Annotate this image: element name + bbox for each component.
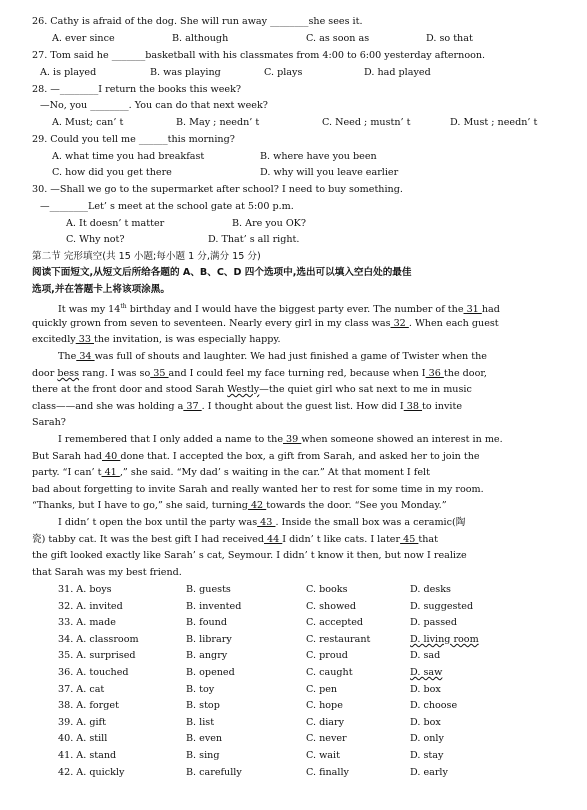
- option-37-c: C. pen: [306, 683, 338, 695]
- q30-option-c: C. Why not?: [66, 234, 125, 245]
- option-35-d: D. sad: [410, 650, 441, 662]
- blank-38: 38: [403, 401, 423, 412]
- passage-line-14: I didn’ t open the box until the party was 43 . Inside the small box was a ceramic(陶: [58, 517, 466, 528]
- passage-line-2: quickly grown from seven to seventeen. Nearly every girl in my class was 32 . When each guest: [32, 318, 499, 329]
- q30-option-d: D. That’ s all right.: [208, 234, 300, 245]
- option-42-a: 42. A. quickly: [58, 766, 125, 778]
- option-36-c: C. caught: [306, 667, 353, 678]
- passage-line-13: “Thanks, but I have to go,” she said, turning 42 towards the door. “See you Monday.”: [32, 500, 447, 511]
- passage-line-12: bad about forgetting to invite Sarah and really wanted her to rest for some time in my room.: [32, 484, 484, 495]
- option-41-a: 41. A. stand: [58, 750, 117, 761]
- question-28-reply: —No, you ________. You can do that next week?: [40, 100, 268, 111]
- option-39-d: D. box: [410, 716, 441, 728]
- passage-line-16: the gift looked exactly like Sarah’ s cat, Seymour. I didn’ t know it then, but now I realize: [32, 550, 467, 561]
- section-title: 第二节 完形填空(共 15 小题;每小题 1 分,满分 15 分): [32, 251, 261, 262]
- question-26: 26. Cathy is afraid of the dog. She will run away ________she sees it.: [32, 16, 363, 27]
- q26-option-b: B. although: [172, 33, 229, 44]
- question-29: 29. Could you tell me ______this morning?: [32, 134, 235, 145]
- section-instruction-1: 阅读下面短文,从短文后所给各题的 A、B、C、D 四个选项中,选出可以填入空白处的最佳: [32, 267, 412, 278]
- option-31-a: 31. A. boys: [58, 584, 112, 595]
- option-33-a: 33. A. made: [58, 617, 116, 629]
- passage-line-5: door bess rang. I was so 35 and I could feel my face turning red, because when I 36 the door,: [32, 368, 487, 379]
- passage-line-3: excitedly 33 the invitation, is was especially happy.: [32, 334, 281, 345]
- blank-41: 41: [101, 467, 120, 478]
- option-33-c: C. accepted: [306, 617, 364, 629]
- q26-option-c: C. as soon as: [306, 33, 370, 44]
- blank-39: 39: [283, 434, 302, 445]
- option-37-a: 37. A. cat: [58, 683, 105, 695]
- option-40-b: B. even: [186, 733, 223, 745]
- q28-option-a: A. Must; can’ t: [52, 117, 124, 128]
- option-31-c: C. books: [306, 584, 348, 595]
- option-32-b: B. invented: [186, 600, 242, 612]
- option-40-a: 40. A. still: [58, 733, 108, 745]
- blank-36: 36: [425, 368, 444, 379]
- question-30-reply: —________Let’ s meet at the school gate at 5:00 p.m.: [40, 201, 294, 212]
- option-36-a: 36. A. touched: [58, 667, 129, 678]
- option-42-d: D. early: [410, 766, 448, 778]
- question-28: 28. —________I return the books this week?: [32, 84, 242, 95]
- option-41-d: D. stay: [410, 750, 444, 761]
- option-39-c: C. diary: [306, 716, 345, 728]
- passage-line-9: I remembered that I only added a name to the 39 when someone showed an interest in me.: [58, 434, 503, 445]
- option-35-c: C. proud: [306, 650, 348, 662]
- option-34-b: B. library: [186, 633, 232, 645]
- option-39-b: B. list: [186, 716, 215, 728]
- question-27: 27. Tom said he _______basketball with his classmates from 4:00 to 6:00 yesterday afternoon.: [32, 50, 486, 61]
- option-33-d: D. passed: [410, 617, 457, 629]
- option-42-c: C. finally: [306, 766, 349, 778]
- q26-option-a: A. ever since: [52, 33, 115, 44]
- option-36-b: B. opened: [186, 667, 235, 678]
- option-40-d: D. only: [410, 733, 444, 745]
- q27-option-c: C. plays: [264, 67, 303, 78]
- q29-option-d: D. why will you leave earlier: [260, 167, 399, 178]
- option-42-b: B. carefully: [186, 766, 242, 778]
- q27-option-b: B. was playing: [150, 67, 221, 78]
- blank-42: 42: [247, 500, 267, 511]
- option-31-d: D. desks: [410, 584, 451, 595]
- option-32-d: D. suggested: [410, 600, 474, 612]
- option-35-a: 35. A. surprised: [58, 650, 136, 662]
- blank-33: 33: [75, 334, 95, 345]
- option-35-b: B. angry: [186, 650, 228, 662]
- q28-option-c: C. Need ; mustn’ t: [322, 117, 411, 128]
- option-33-b: B. found: [186, 617, 227, 629]
- q27-option-a: A. is played: [40, 67, 97, 78]
- option-41-b: B. sing: [186, 750, 220, 761]
- blank-32: 32: [390, 318, 409, 329]
- passage-line-15: 瓷) tabby cat. It was the best gift I had received 44 I didn’ t like cats. I later 45 that: [32, 534, 438, 545]
- option-38-d: D. choose: [410, 700, 458, 712]
- blank-35: 35: [150, 368, 169, 379]
- blank-45: 45: [400, 534, 419, 545]
- q29-option-b: B. where have you been: [260, 151, 377, 162]
- passage-line-7: class——and she was holding a 37 . I thought about the guest list. How did I 38 to invite: [32, 401, 462, 412]
- option-34-a: 34. A. classroom: [58, 633, 139, 645]
- blank-34: 34: [76, 351, 95, 362]
- option-38-b: B. stop: [186, 700, 220, 712]
- q30-option-a: A. It doesn’ t matter: [66, 218, 165, 229]
- q29-option-c: C. how did you get there: [52, 167, 172, 178]
- option-39-a: 39. A. gift: [58, 716, 106, 728]
- q27-option-d: D. had played: [364, 67, 431, 78]
- option-36-d: D. saw: [410, 667, 443, 678]
- q30-option-b: B. Are you OK?: [232, 218, 306, 229]
- option-32-c: C. showed: [306, 600, 357, 612]
- section-instruction-2: 选项,并在答题卡上将该项涂黑。: [32, 284, 170, 295]
- blank-40: 40: [102, 451, 121, 462]
- blank-43: 43: [257, 517, 276, 528]
- option-34-d: D. living room: [410, 633, 479, 645]
- passage-line-1: It was my 14th birthday and I would have the biggest party ever. The number of the 31 had: [58, 303, 500, 316]
- passage-line-10: But Sarah had 40 done that. I accepted the box, a gift from Sarah, and asked her to join the: [32, 451, 480, 462]
- option-37-b: B. toy: [186, 683, 215, 695]
- passage-line-8: Sarah?: [32, 417, 66, 428]
- option-34-c: C. restaurant: [306, 633, 371, 645]
- blank-31: 31: [463, 304, 482, 316]
- passage-line-4: The 34 was full of shouts and laughter. We had just finished a game of Twister when the: [58, 351, 487, 362]
- passage-line-17: that Sarah was my best friend.: [32, 567, 182, 578]
- passage-line-6: there at the front door and stood Sarah Westly—the quiet girl who sat next to me in music: [32, 384, 472, 395]
- q28-option-b: B. May ; needn’ t: [176, 117, 260, 128]
- passage-line-11: party. “I can’ t 41 ,” she said. “My dad’ s waiting in the car.” At that moment I felt: [32, 467, 430, 478]
- blank-44: 44: [263, 534, 283, 545]
- q28-option-d: D. Must ; needn’ t: [450, 117, 538, 128]
- blank-37: 37: [183, 401, 202, 412]
- option-37-d: D. box: [410, 683, 441, 695]
- option-31-b: B. guests: [186, 584, 231, 595]
- option-40-c: C. never: [306, 733, 347, 745]
- option-41-c: C. wait: [306, 750, 340, 761]
- option-32-a: 32. A. invited: [58, 600, 123, 612]
- q29-option-a: A. what time you had breakfast: [52, 151, 205, 162]
- q26-option-d: D. so that: [426, 33, 473, 44]
- option-38-a: 38. A. forget: [58, 700, 119, 712]
- option-38-c: C. hope: [306, 700, 343, 712]
- question-30: 30. —Shall we go to the supermarket after school? I need to buy something.: [32, 184, 403, 195]
